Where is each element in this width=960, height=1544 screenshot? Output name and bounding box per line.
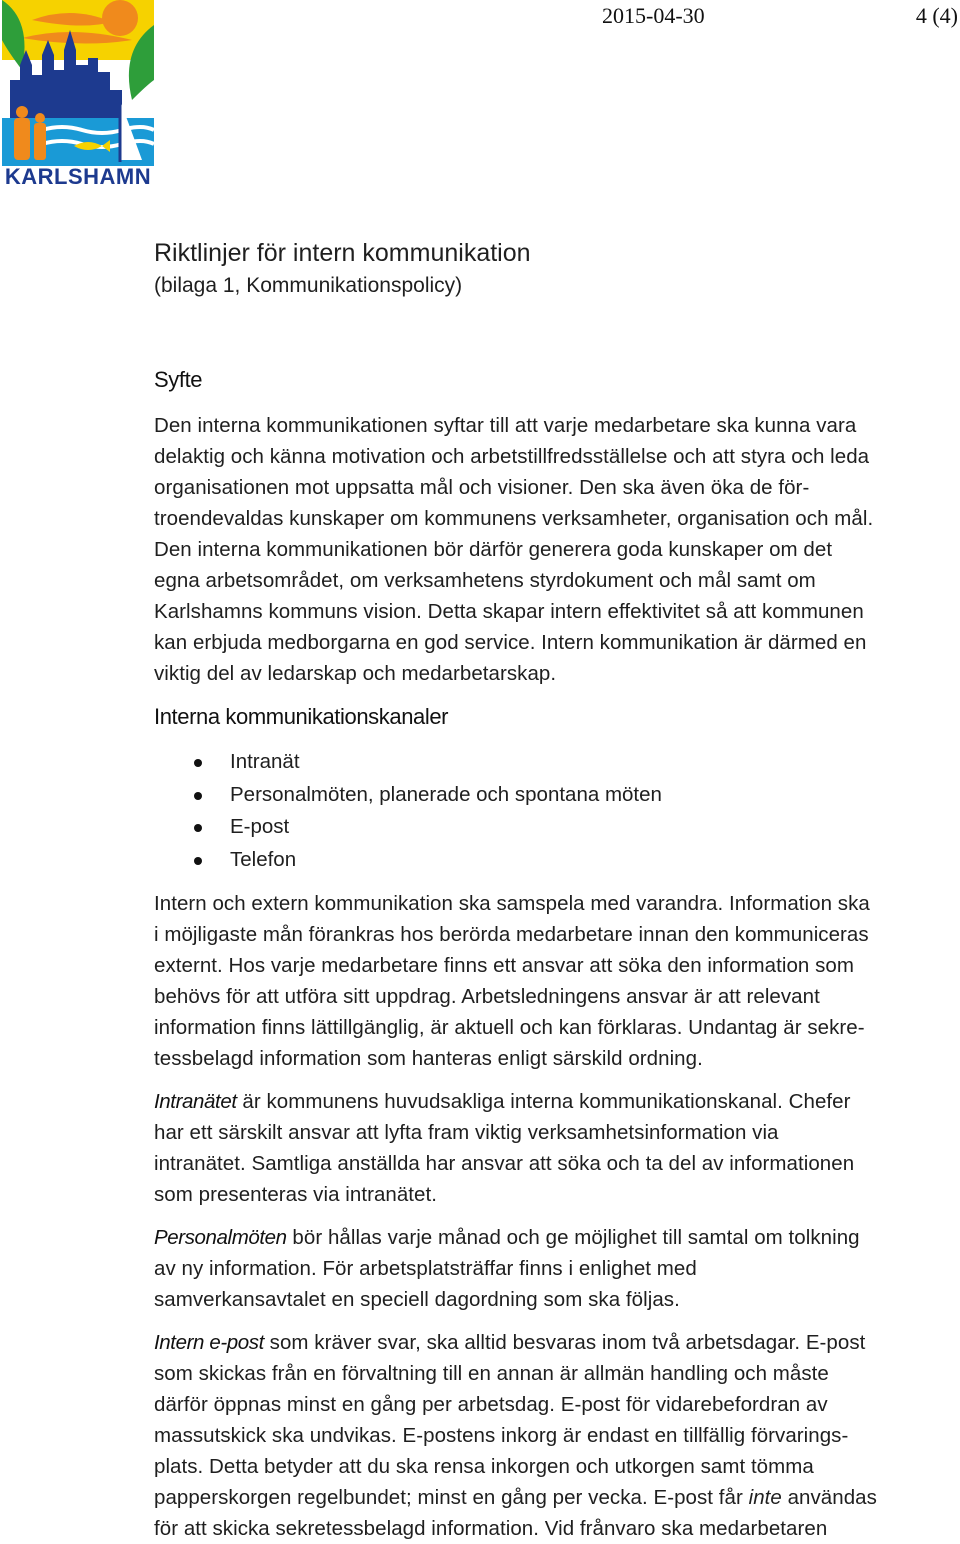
epost-text: som kräver svar, ska alltid besvaras inom två arbetsdagar. E-post som skickas från en förvaltning till en annan är allmän handling och måste därför öppnas minst en gång per arbetsdag. E-post för vidarebefordran av massutskick ska undvikas. E-postens inkorg är endast en tillfällig förvarings- plats. Detta betyder att du ska rensa inkorgen och utkorgen samt tömma papperskorgen regelbundet; minst en gång per vecka. E-post får	[154, 1331, 866, 1509]
logo-wordmark: KARLSHAMN	[4, 164, 152, 189]
personalmoten-lead: Personalmöten	[154, 1226, 287, 1249]
kanaler-paragraph: Intern och extern kommunikation ska samspela med varandra. Information ska i möjligaste mån förankras hos berörda medarbetare innan den kommuniceras externt. Hos varje medarbetare finns ett ansvar att söka den information som behövs för att utföra sitt uppdrag. Arbetsledningens ansvar är att relevant information finns lättillgänglig, är aktuell och kan förklaras. Undantag är sekre- tessbelagd information som hanteras enligt särskild ordning.	[154, 892, 870, 1070]
document-body	[154, 236, 960, 1544]
list-item-label: Personalmöten, planerade och spontana möten	[230, 782, 662, 806]
document-title: Riktlinjer för intern kommunikation	[154, 239, 531, 267]
personalmoten-paragraph	[154, 1222, 960, 1315]
karlshamn-logo	[2, 0, 154, 190]
epost-lead: Intern e-post	[154, 1331, 264, 1354]
epost-text-end: användas för att skicka sekretessbelagd information. Vid frånvaro ska medarbetaren	[154, 1486, 877, 1540]
bullet-icon	[194, 824, 202, 832]
intranatet-paragraph	[154, 1086, 960, 1210]
channel-list	[154, 746, 960, 876]
list-item	[154, 811, 960, 844]
header-date: 2015-04-30	[602, 3, 705, 28]
bullet-icon	[194, 792, 202, 800]
bullet-icon	[194, 857, 202, 865]
bullet-icon	[194, 759, 202, 767]
list-item-label: Telefon	[230, 847, 297, 871]
document-subtitle: (bilaga 1, Kommunikationspolicy)	[154, 274, 463, 297]
epost-paragraph	[154, 1327, 960, 1544]
list-item-label: E-post	[230, 815, 290, 838]
syfte-paragraph: Den interna kommunikationen syftar till att varje medarbetare ska kunna vara delaktig och känna motivation och arbetstillfredsställelse och att styra och leda organisationen mot uppsatta mål och visioner. Den ska även öka de för- troendevaldas kunskaper om kommunens verksamheter, organisation och mål. Den interna kommunikationen bör därför generera goda kunskaper om det egna arbetsområdet, om verksamhetens styrdokument och mål samt om Karlshamns kommuns vision. Detta skapar intern effektivitet så att kommunen kan erbjuda medborgarna en god service. Intern kommunikation är därmed en viktig del av ledarskap och medarbetarskap.	[154, 414, 874, 685]
section-heading-kanaler: Interna kommunikationskanaler	[154, 704, 449, 729]
personalmoten-text: bör hållas varje månad och ge möjlighet till samtal om tolkning av ny information. För arbetsplatsträffar finns i enlighet med samverkansavtalet en speciell dagordning som ska följas.	[154, 1226, 860, 1311]
list-item-label: Intranät	[230, 750, 300, 773]
intranatet-text: är kommunens huvudsakliga interna kommunikationskanal. Chefer har ett särskilt ansvar att lyfta fram viktig verksamhetsinformation via intranätet. Samtliga anställda har ansvar att söka och ta del av informationen som presenteras via intranätet.	[154, 1090, 855, 1206]
list-item	[154, 779, 960, 812]
section-heading-syfte: Syfte	[154, 367, 203, 392]
epost-emphasis: inte	[748, 1486, 782, 1509]
list-item	[154, 746, 960, 779]
list-item	[154, 844, 960, 877]
intranatet-lead: Intranätet	[154, 1090, 237, 1113]
header-page-number: 4 (4)	[915, 3, 958, 28]
